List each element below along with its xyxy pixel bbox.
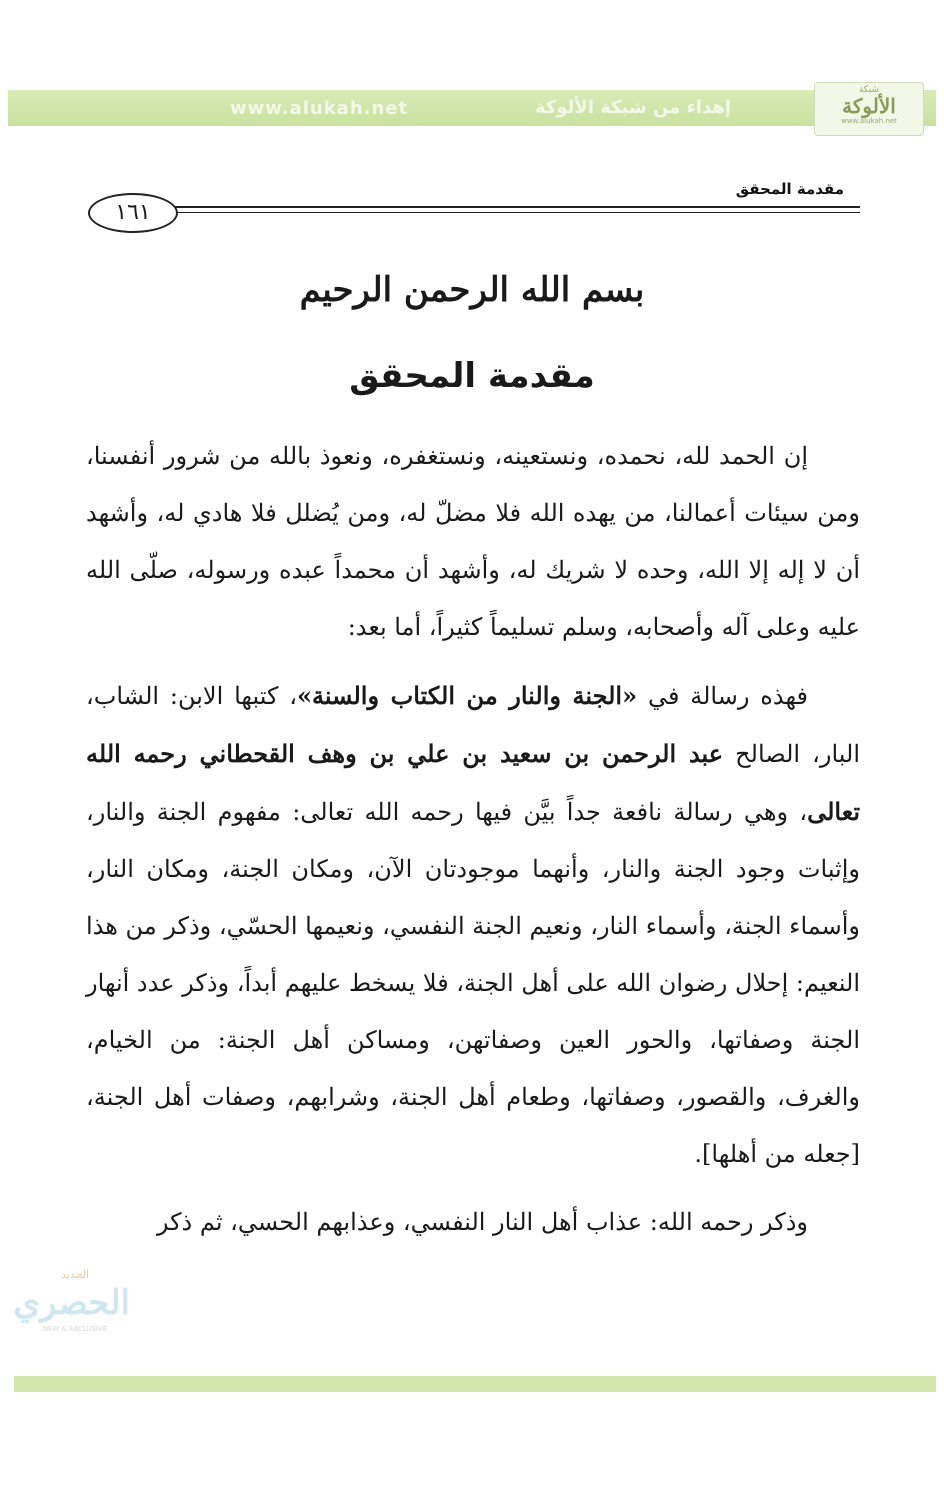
page-title: مقدمة المحقق (349, 356, 595, 396)
p2-author: عبد الرحمن بن سعيد بن علي بن وهف القحطاني رحمه الله تعالى (86, 739, 860, 826)
new-exclusive-watermark (13, 1268, 130, 1358)
bottom-banner (14, 1376, 936, 1392)
alukah-logo (814, 82, 924, 136)
p2-pre: فهذه رسالة في (637, 682, 808, 710)
header-rule (160, 206, 860, 208)
running-header-title: مقدمة المحقق (735, 180, 844, 198)
body-text (86, 428, 860, 1262)
top-banner (8, 90, 936, 126)
p2-post: ، وهي رسالة نافعة جداً بيَّن فيها رحمه الله تعالى: مفهوم الجنة والنار، وإثبات وجود الجنة والنار، وأنهما موجودتان الآن، ومكان الجنة، ومكان النار، وأسماء الجنة، وأسماء النار، ونعيم الجنة النفسي، ونعيمها الحسّي، وذكر من هذا النعيم: إحلال رضوان الله على أهل الجنة، فلا يسخط عليهم أبداً، وذكر عدد أنهار الجنة وصفاتها، والحور العين وصفاتهن، ومساكن أهل الجنة: من الخيام، والغرف، والقصور، وصفاتها، وطعام أهل الجنة، وشرابهم، وصفات أهل الجنة، [جعله من أهلها]. (85, 798, 860, 1168)
page-number: ١٦١ (88, 193, 178, 233)
paragraph-3: وذكر رحمه الله: عذاب أهل النار النفسي، وعذابهم الحسي، ثم ذكر (156, 1208, 808, 1236)
basmala: بسم الله الرحمن الرحيم (299, 270, 645, 310)
logo-url-text: www.alukah.net (841, 117, 897, 125)
logo-big-text: الألوكة (842, 94, 896, 118)
banner-gift-text: إهداء من شبكة الألوكة (535, 97, 731, 118)
logo-small-text: شبكة (858, 85, 880, 95)
watermark-top-text: الجديد (60, 1268, 90, 1281)
header-rule-thin (160, 212, 860, 213)
p2-book-title: «الجنة والنار من الكتاب والسنة» (296, 681, 638, 710)
p2-mid: ، كتبها الابن: الشاب، البار، الصالح (86, 682, 860, 768)
watermark-sub-text: NEW & EXCLUSIVE (42, 1325, 108, 1333)
paragraph-1: إن الحمد لله، نحمده، ونستعينه، ونستغفره، ونعوذ بالله من شرور أنفسنا، ومن سيئات أعمالنا، من يهده الله فلا مضلّ له، ومن يُضلل فلا هادي له، وأشهد أن لا إله إلا الله، وحده لا شريك له، وأشهد أن محمداً عبده ورسوله، صلّى الله عليه وعلى آله وأصحابه، وسلم تسليماً كثيراً، أما بعد: (86, 442, 860, 641)
watermark-big-text: الحصري (13, 1283, 130, 1323)
banner-url: www.alukah.net (230, 98, 409, 119)
paragraph-2 (86, 667, 860, 1183)
